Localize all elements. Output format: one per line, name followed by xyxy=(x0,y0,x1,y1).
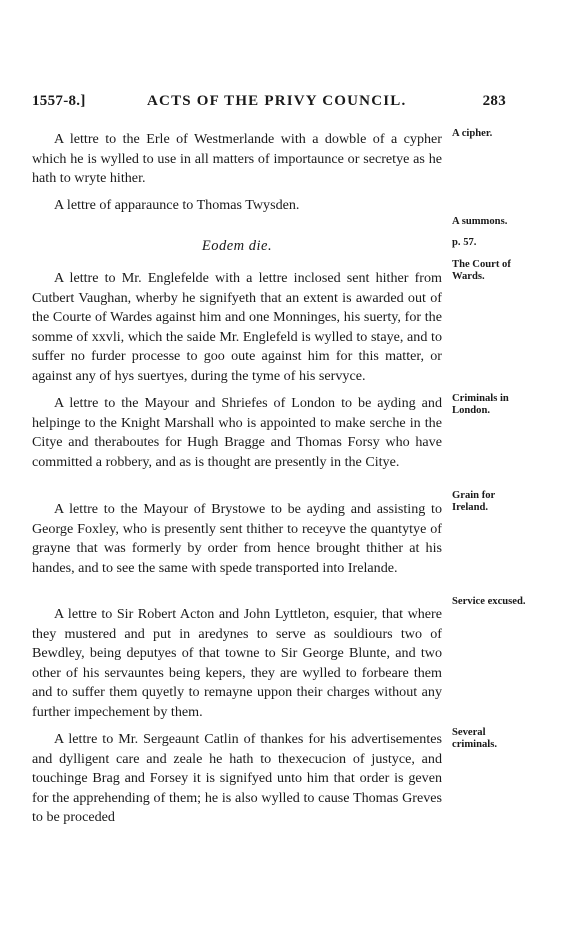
running-header xyxy=(32,93,506,113)
margin-note-service-excused: Service excused. xyxy=(452,596,526,607)
margin-note-summons: A summons. xyxy=(452,216,508,227)
page-number: 283 xyxy=(482,93,506,109)
section-heading: Eodem die. xyxy=(201,238,273,254)
header-title: ACTS OF THE PRIVY COUNCIL. xyxy=(147,93,407,109)
margin-note-criminals-london: Criminals in London. xyxy=(452,393,509,416)
paragraph-several-criminals: A lettre to Mr. Sergeaunt Catlin of thankes for his advertisementes and dylligent care and zeale he hath to thexecucion of justyce, and touchinge Brag and Forsey it is signifyed unto him that order is geven for the apprehending of them; he is also wylled to cause Thomas Greves to be proceded xyxy=(32,731,442,826)
paragraph-service-excused: A lettre to Sir Robert Acton and John Lyttleton, esquier, that where they mustered and put in aredynes to serve as souldiours two of Bewdley, being deputyes of that towne to Sir George Blunte, and two other of his servauntes being kepers, they are wylled to forbeare them and to suffer them quyetly to remayne uppon their charges without any further impechement by them. xyxy=(32,606,442,720)
paragraph-grain-ireland: A lettre to the Mayour of Brystowe to be ayding and assisting to George Foxley, who is presently sent thither to receyve the quantytye of grayne that was formerly by order from hence brought thither at his handes, and to see the same with spede transported into Irelande. xyxy=(32,501,442,576)
paragraph-summons: A lettre of apparaunce to Thomas Twysden. xyxy=(54,197,300,213)
paragraph-cipher-letter: A lettre to the Erle of Westmerlande with a dowble of a cypher which he is wylled to use in all matters of importaunce or secretye as he hath to wryte hither. xyxy=(32,131,442,187)
header-dates: 1557-8.] xyxy=(32,93,86,109)
margin-note-page-ref: p. 57. xyxy=(452,237,477,248)
margin-note-grain-ireland: Grain for Ireland. xyxy=(452,490,496,513)
margin-note-court-of-wards: The Court of Wards. xyxy=(452,259,511,282)
paragraph-criminals-london: A lettre to the Mayour and Shriefes of London to be ayding and helpinge to the Knight Marshall who is appointed to make serche in the Citye and theraboutes for Hugh Bragge and Thomas Forsy who have committed a robbery, and as is thought are presently in the Citye. xyxy=(32,395,442,470)
margin-note-several-criminals: Several criminals. xyxy=(452,727,498,750)
margin-note-cipher: A cipher. xyxy=(452,128,493,139)
paragraph-court-of-wards: A lettre to Mr. Englefelde with a lettre inclosed sent hither from Cutbert Vaughan, wherby he signifyeth that an extent is awarded out of the Courte of Wardes against him and one Monninges, his suerty, for the somme of xxvli, which the saide Mr. Englefeld is wylled to staye, and to suffer no furder processe to goo oute against him for this matter, or against any of hys suertyes, during the tyme of his servyce. xyxy=(32,270,442,384)
